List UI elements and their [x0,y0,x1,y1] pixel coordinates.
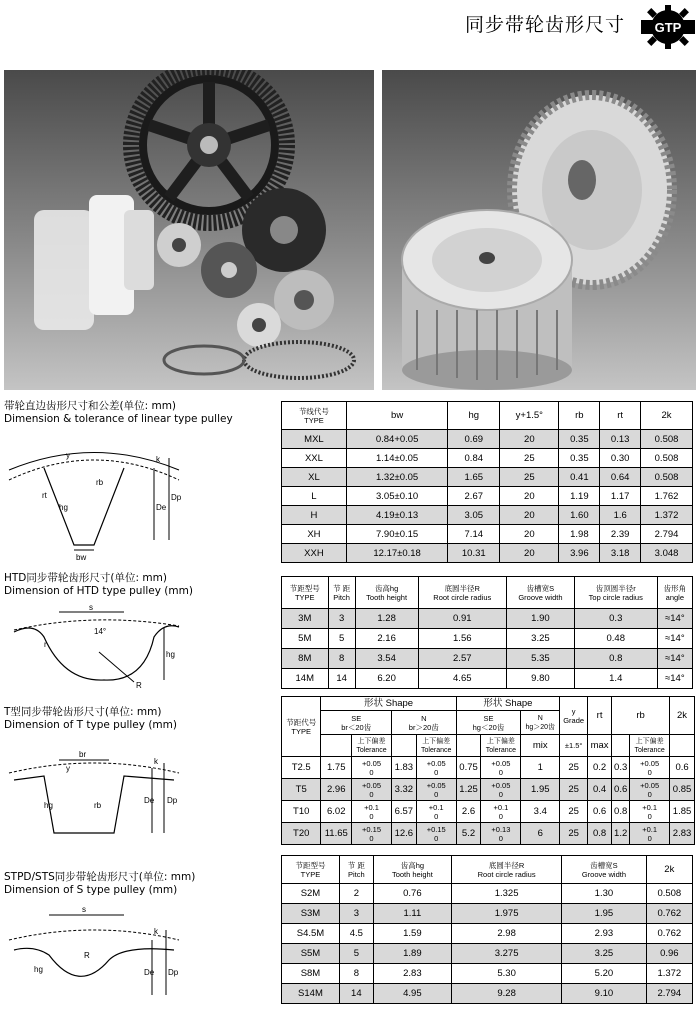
svg-text:hg: hg [34,965,43,974]
table-row: XXH 12.17±0.18 10.31 20 3.96 3.18 3.048 [282,544,693,563]
svg-text:Dp: Dp [168,968,179,977]
svg-text:rb: rb [94,801,102,810]
svg-text:R: R [84,951,90,960]
section-t-label: T型同步带轮齿形尺寸(单位: mm) Dimension of T type pulley (mm) [4,706,177,731]
svg-text:14°: 14° [94,627,107,636]
col-y: y+1.5° [500,402,559,430]
svg-text:rb: rb [96,478,104,487]
col-2k: 2k [641,402,693,430]
col-rt: rt [600,402,641,430]
svg-text:k: k [154,927,158,936]
table-row: H 4.19±0.13 3.05 20 1.60 1.6 1.372 [282,506,693,525]
table-row: 3M 3 1.28 0.91 1.90 0.3 ≈14° [282,609,693,629]
table-row: T20 11.65 +0.15 0 12.6 +0.15 0 5.2 +0.13 0 6 25 0.8 1.2 +0.1 0 2.83 [282,823,695,845]
svg-text:De: De [156,503,167,512]
col-hg: hg [448,402,500,430]
t-tooth-diagram [4,738,184,848]
svg-text:s: s [89,603,93,612]
svg-text:y: y [66,451,70,460]
table-row: XH 7.90±0.15 7.14 20 1.98 2.39 2.794 [282,525,693,544]
table-row: T10 6.02 +0.1 0 6.57 +0.1 0 2.6 +0.1 0 3.4 25 0.6 0.8 +0.1 0 1.85 [282,801,695,823]
svg-text:De: De [144,796,155,805]
col-rb: rb [559,402,600,430]
table-row: L 3.05±0.10 2.67 20 1.19 1.17 1.762 [282,487,693,506]
svg-text:De: De [144,968,155,977]
s-tooth-diagram [4,900,184,1005]
gtp-logo [641,4,695,50]
htd-tooth-diagram [4,602,184,692]
svg-text:GTP: GTP [654,20,682,35]
svg-text:bw: bw [76,553,87,560]
s-pulley-table: 节距型号 TYPE 节 距 Pitch 齿高hg Tooth height 底圆半径R Root circle radius 齿槽宽S Groove width 2k S2M 2 0.76 1.325 1.30 0.508 S3M 3 1.11 1.975 1.95 0.762 S4.5M 4.5 1.59 2.98 2.93 0.762 S5M 5 1.89 3.275 3.25 0.96 S8M 8 2.83 5.30 5.20 1.372 S14M 14 4.95 9.28 9.10 2.794 [281,855,693,1004]
svg-text:Dp: Dp [171,493,182,502]
svg-text:hg: hg [59,503,68,512]
table-row: S3M 3 1.11 1.975 1.95 0.762 [282,904,693,924]
htd-pulley-table: 节距型号 TYPE 节 距 Pitch 齿高hg Tooth height 底圆半径R Root circle radius 齿槽宽S Groove width 齿顶圆半径r Top circle radius 齿形角 angle 3M 3 1.28 0.91 1.90 0.3 ≈14° 5M 5 2.16 1.56 3.25 0.48 ≈14° 8M 8 3.54 2.57 5.35 0.8 ≈14° 14M 14 6.20 4.65 9.80 1.4 ≈14° [281,576,693,689]
svg-text:y: y [66,764,70,773]
linear-tooth-diagram [4,440,184,560]
aluminum-pulley-photo [382,70,696,390]
pulley-collection-photo [4,70,374,390]
section-htd-label: HTD同步带轮齿形尺寸(单位: mm) Dimension of HTD type pulley (mm) [4,572,193,597]
section-linear-label: 带轮直边齿形尺寸和公差(单位: mm) Dimension & tolerance of linear type pulley [4,400,233,425]
table-row: 14M 14 6.20 4.65 9.80 1.4 ≈14° [282,669,693,689]
table-row: T5 2.96 +0.05 0 3.32 +0.05 0 1.25 +0.05 0 1.95 25 0.4 0.6 +0.05 0 0.85 [282,779,695,801]
svg-text:r: r [44,640,47,649]
table-row: MXL 0.84+0.05 0.69 20 0.35 0.13 0.508 [282,430,693,449]
table-row: S4.5M 4.5 1.59 2.98 2.93 0.762 [282,924,693,944]
section-s-label: STPD/STS同步带轮齿形尺寸(单位: mm) Dimension of S type pulley (mm) [4,871,196,896]
svg-text:hg: hg [166,650,175,659]
svg-text:br: br [79,750,87,759]
table-row: S14M 14 4.95 9.28 9.10 2.794 [282,984,693,1004]
page-title: 同步带轮齿形尺寸 [464,14,625,36]
svg-text:k: k [156,455,160,464]
table-row: S2M 2 0.76 1.325 1.30 0.508 [282,884,693,904]
col-bw: bw [346,402,447,430]
table-row: XXL 1.14±0.05 0.84 25 0.35 0.30 0.508 [282,449,693,468]
table-row: XL 1.32±0.05 1.65 25 0.41 0.64 0.508 [282,468,693,487]
svg-text:hg: hg [44,801,53,810]
svg-text:Dp: Dp [167,796,178,805]
svg-text:rt: rt [42,491,47,500]
linear-pulley-table: 节线代号 TYPE bw hg y+1.5° rb rt 2k MXL 0.84+0.05 0.69 20 0.35 0.13 0.508 XXL 1.14±0.05 0.84 25 0.35 0.30 0.508 XL 1.32±0.05 1.65 25 0.41 0.64 0.508 L 3.05±0.10 2.67 20 1.19 1.17 1.762 H 4.19±0.13 3.05 20 1.60 1.6 1.372 XH 7.90±0.15 7.14 20 1.98 2.39 2.794 XXH 12.17±0.18 10.31 20 3.96 3.18 3.048 [281,401,693,563]
svg-text:k: k [154,757,158,766]
table-row: S8M 8 2.83 5.30 5.20 1.372 [282,964,693,984]
table-row: 5M 5 2.16 1.56 3.25 0.48 ≈14° [282,629,693,649]
svg-text:s: s [82,905,86,914]
table-row: S5M 5 1.89 3.275 3.25 0.96 [282,944,693,964]
t-pulley-table: 节距代号 TYPE 形状 Shape 形状 Shape y Grade rt rb 2k SE br＜20齿 N br＞20齿 SE hg＜20齿 N hg＞20齿 上下偏差 Tolerance 上下偏差 Tolerance 上下偏差 Tolerance mix ±1.5° max 上下偏差 Tolerance T2.5 1.75 +0.05 0 1.83 +0.05 0 0.75 +0.05 0 1 25 0.2 0.3 +0.05 0 0.6 T5 2.96 +0.05 0 3.32 +0.05 0 1.25 +0.05 0 1.95 25 0.4 0.6 +0.05 0 0.85 T10 6.02 +0.1 0 6.57 +0.1 0 2.6 +0.1 0 3.4 25 0.6 0.8 +0.1 0 1.85 T20 11.65 +0.15 0 12.6 +0.15 0 5.2 +0.13 0 6 25 0.8 1.2 +0.1 0 2.83 [281,696,695,845]
svg-text:R: R [136,681,142,690]
table-row: T2.5 1.75 +0.05 0 1.83 +0.05 0 0.75 +0.05 0 1 25 0.2 0.3 +0.05 0 0.6 [282,757,695,779]
table-row: 8M 8 3.54 2.57 5.35 0.8 ≈14° [282,649,693,669]
